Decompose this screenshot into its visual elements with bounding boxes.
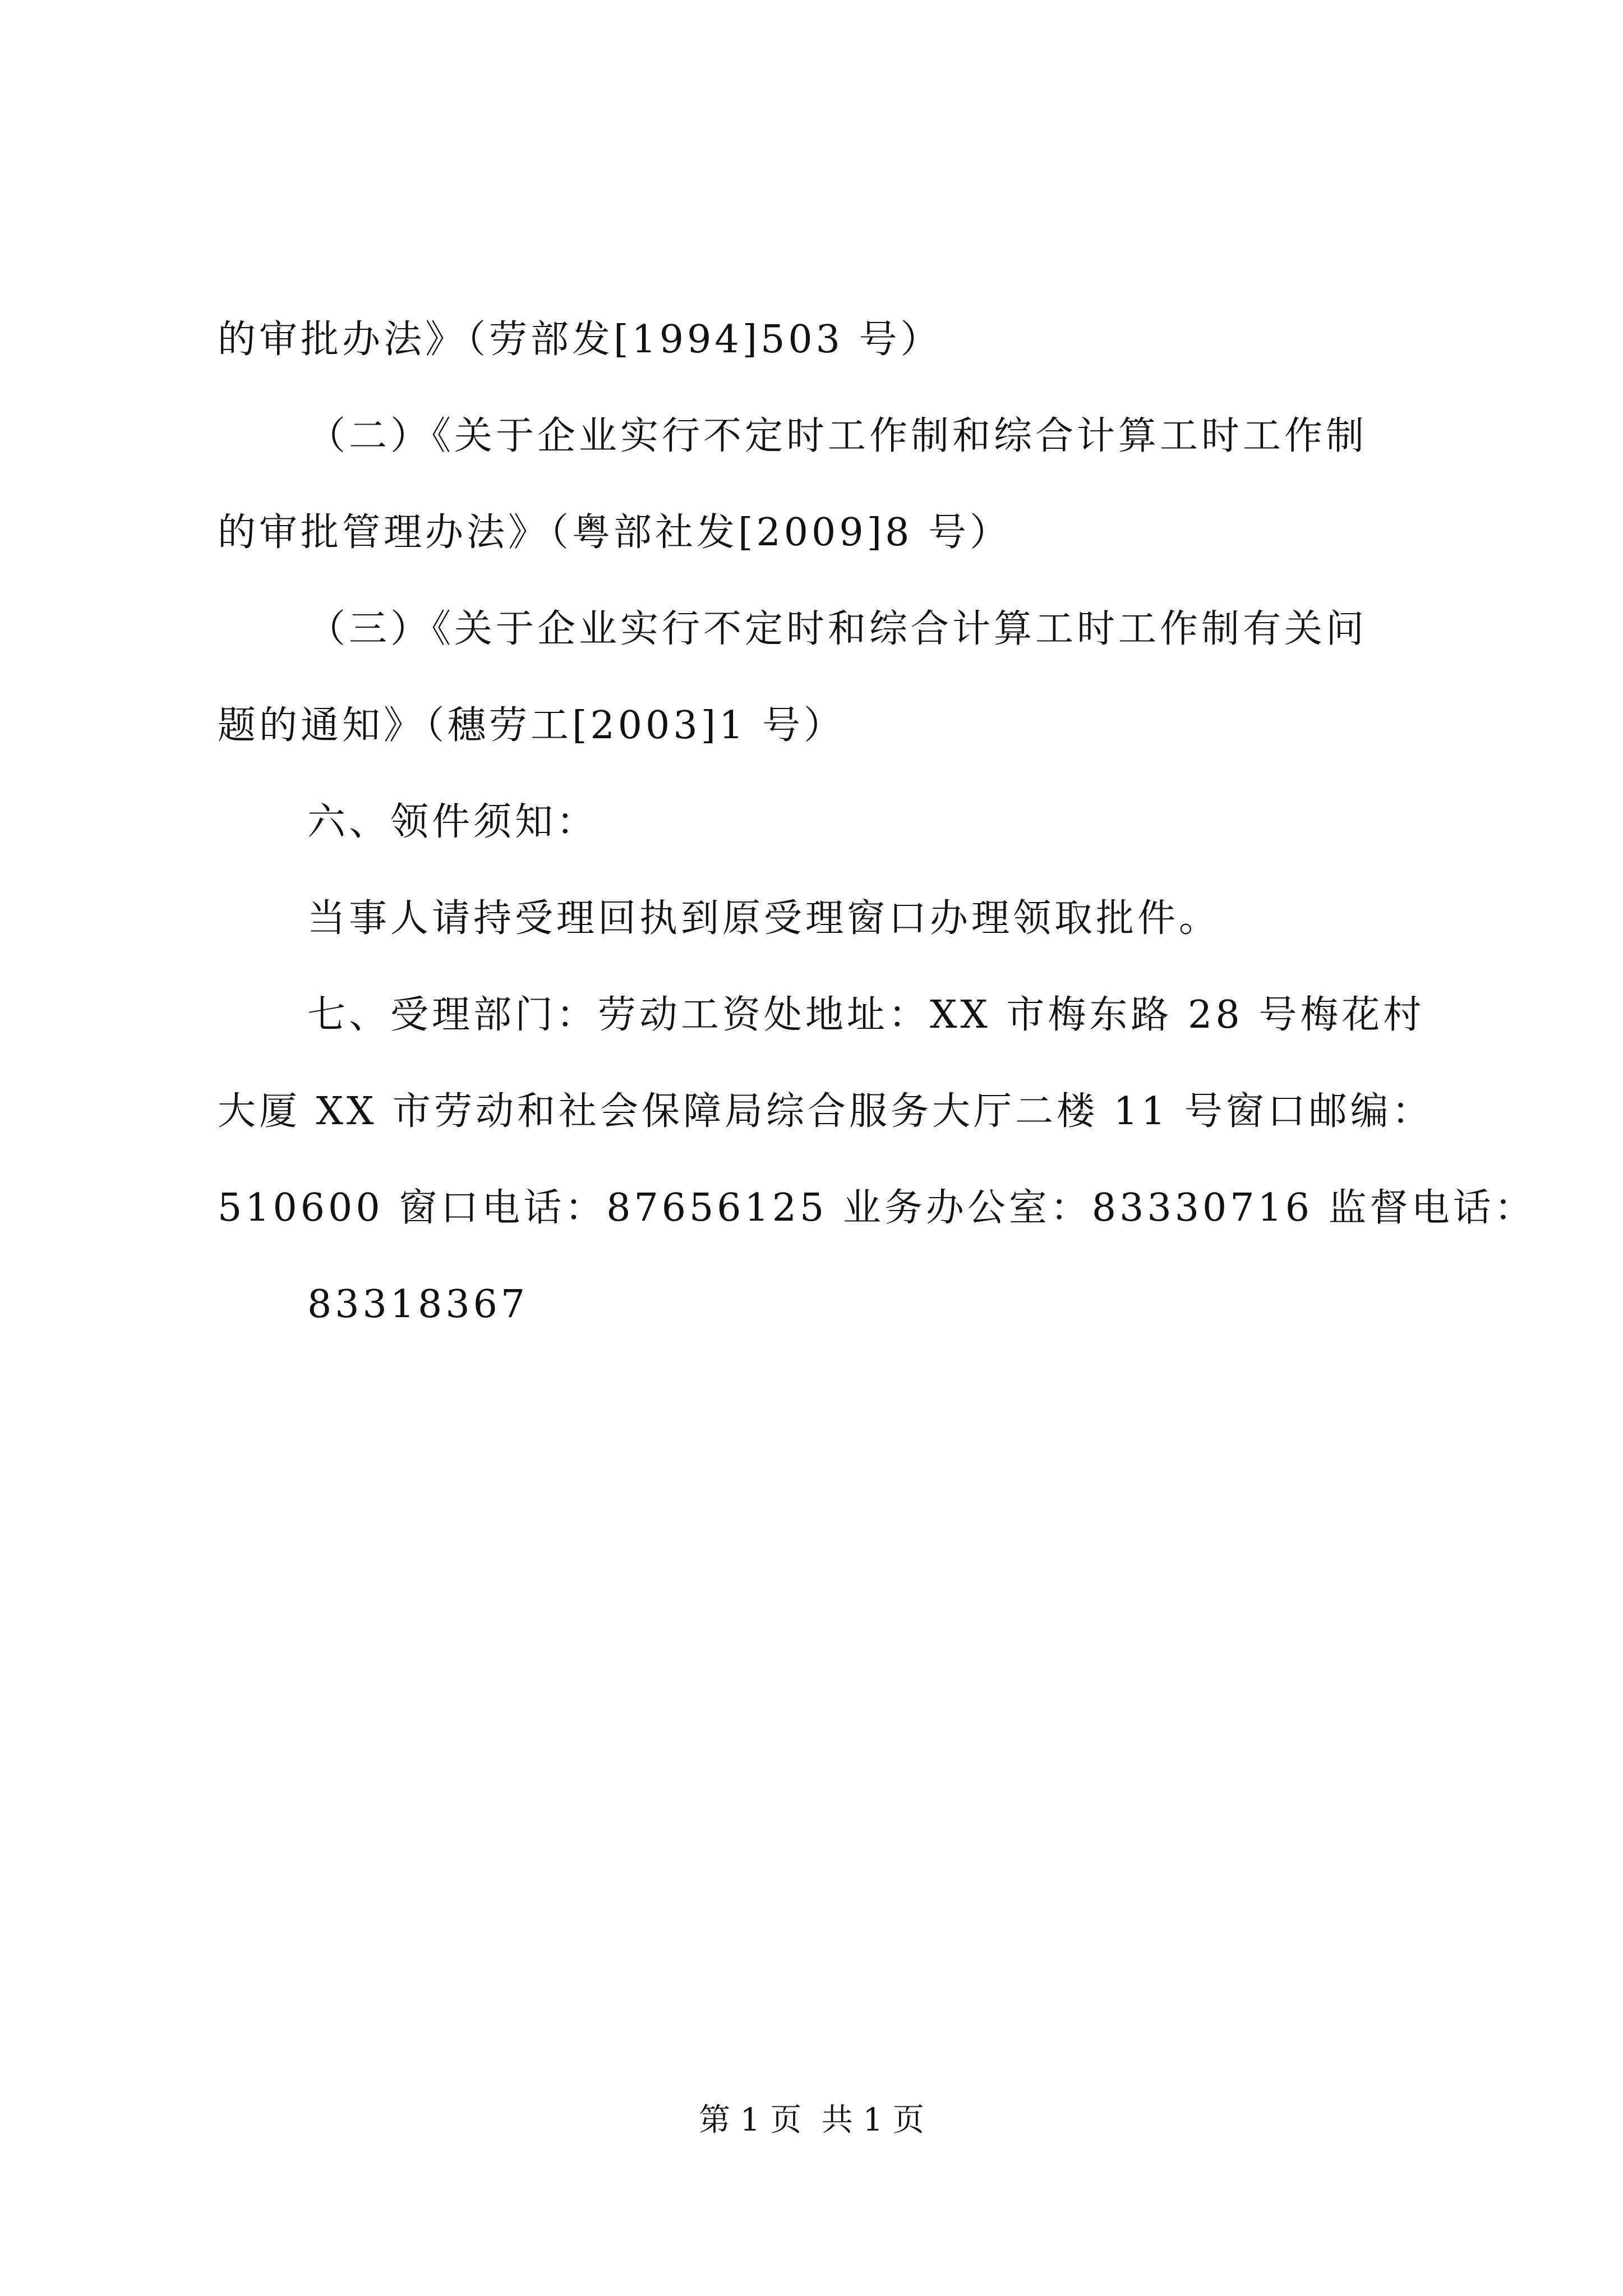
- body-line-7: 当事人请持受理回执到原受理窗口办理领取批件。: [307, 896, 1221, 941]
- body-line-9: 大厦 XX 市劳动和社会保障局综合服务大厅二楼 11 号窗口邮编：: [218, 1089, 1433, 1134]
- body-line-4: （三）《关于企业实行不定时和综合计算工时工作制有关问: [307, 607, 1368, 651]
- section-heading-department: 七、受理部门：劳动工资处地址：XX 市梅东路 28 号梅花村: [307, 993, 1425, 1037]
- document-body: [218, 292, 1536, 1353]
- body-line-10: 510600 窗口电话：87656125 业务办公室：83330716 监督电话：: [218, 1186, 1536, 1230]
- body-line-5: 题的通知》（穗劳工[2003]1 号）: [218, 703, 845, 748]
- section-heading-pickup: 六、领件须知：: [307, 800, 598, 844]
- body-line-3: 的审批管理办法》（粤部社发[2009]8 号）: [218, 510, 1011, 555]
- page-number-footer: 第 1 页 共 1 页: [698, 2102, 925, 2138]
- body-line-1: 的审批办法》（劳部发[1994]503 号）: [218, 318, 942, 362]
- body-line-2: （二）《关于企业实行不定时工作制和综合计算工时工作制: [307, 414, 1368, 458]
- body-line-11: 83318367: [307, 1282, 529, 1327]
